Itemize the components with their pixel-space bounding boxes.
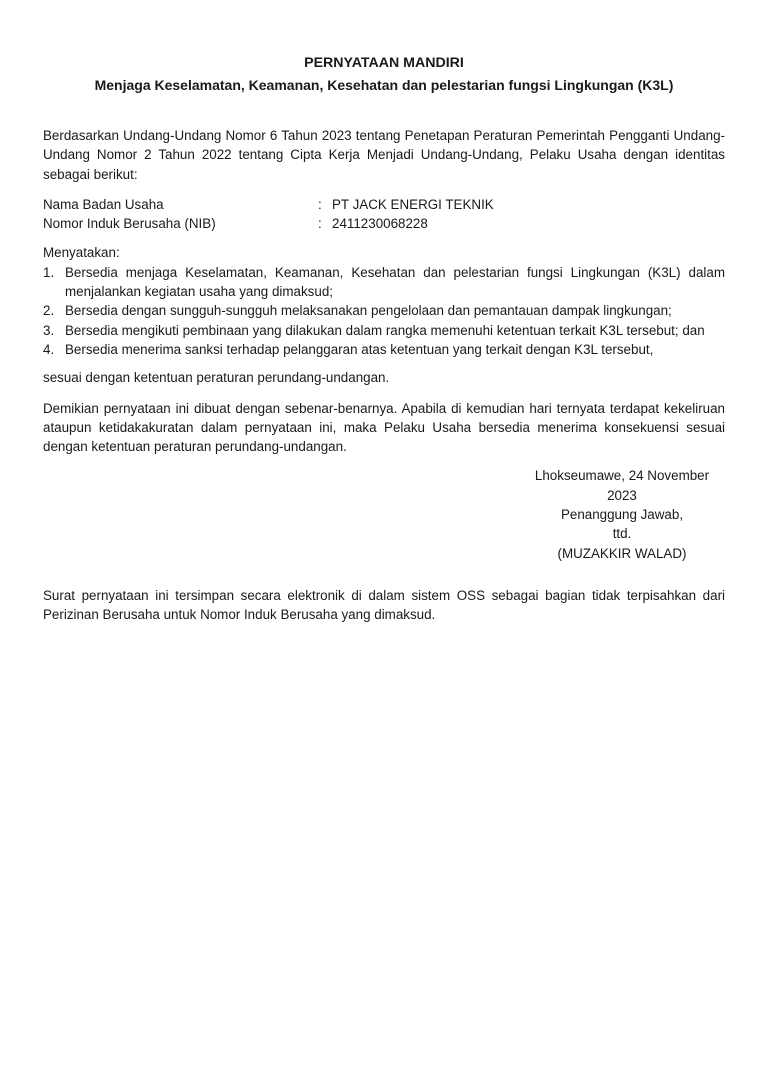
field-separator: : (318, 216, 322, 232)
list-item (43, 301, 725, 320)
list-item (43, 340, 725, 359)
nib-label: Nomor Induk Berusaha (NIB) (43, 216, 216, 232)
list-item-number: 4. (43, 341, 55, 357)
intro-paragraph: Berdasarkan Undang-Undang Nomor 6 Tahun 2023 tentang Penetapan Peraturan Pemerintah Pengganti Undang-Undang Nomor 2 Tahun 2022 tentang Cipta Kerja Menjadi Undang-Undang, Pelaku Usaha dengan identitas sebagai berikut: (43, 128, 725, 182)
signature-area (43, 466, 725, 562)
signature-role: Penanggung Jawab, (560, 507, 684, 523)
document-header (43, 52, 725, 96)
signature-block (519, 466, 725, 562)
business-name-label: Nama Badan Usaha (43, 196, 164, 212)
footer-note: Surat pernyataan ini tersimpan secara elektronik di dalam sistem OSS sebagai bagian tidak terpisahkan dari Perizinan Berusaha untuk Nomor Induk Berusaha yang dimaksud. (43, 587, 725, 623)
signature-place-date-line2: 2023 (607, 487, 637, 503)
list-item (43, 263, 725, 302)
page-title: PERNYATAAN MANDIRI (304, 55, 464, 71)
field-row-business-name (43, 195, 725, 214)
list-item-text: Bersedia dengan sungguh-sungguh melaksanakan pengelolaan dan pemantauan dampak lingkungan; (65, 303, 672, 319)
signature-ttd: ttd. (612, 526, 632, 542)
list-item-text: Bersedia menerima sanksi terhadap pelanggaran atas ketentuan yang terkait dengan K3L tersebut, (65, 341, 654, 357)
business-name-value: PT JACK ENERGI TEKNIK (332, 196, 494, 212)
list-item-number: 1. (43, 264, 55, 280)
field-row-nib (43, 214, 725, 233)
page-subtitle: Menjaga Keselamatan, Keamanan, Kesehatan dan pelestarian fungsi Lingkungan (K3L) (94, 77, 674, 93)
signature-name: (MUZAKKIR WALAD) (557, 545, 687, 561)
declaration-heading: Menyatakan: (43, 245, 120, 261)
list-item-number: 2. (43, 303, 55, 319)
declaration-list (43, 263, 725, 359)
identity-fields (43, 195, 725, 234)
list-item-text: Bersedia mengikuti pembinaan yang dilakukan dalam rangka memenuhi ketentuan terkait K3L tersebut; dan (65, 322, 705, 338)
nib-value: 2411230068228 (332, 216, 428, 232)
list-item-number: 3. (43, 322, 55, 338)
field-separator: : (318, 196, 322, 212)
list-item-text: Bersedia menjaga Keselamatan, Keamanan, Kesehatan dan pelestarian fungsi Lingkungan (K3L) dalam menjalankan kegiatan usaha yang dimaksud; (65, 264, 725, 300)
closing-paragraph: Demikian pernyataan ini dibuat dengan sebenar-benarnya. Apabila di kemudian hari ternyata terdapat kekeliruan ataupun ketidakakuratan dalam pernyataan ini, maka Pelaku Usaha bersedia menerima konsekuensi sesuai dengan ketentuan peraturan perundang-undangan. (43, 400, 725, 455)
signature-place-date-line1: Lhokseumawe, 24 November (534, 468, 710, 484)
list-item (43, 321, 725, 340)
declaration-closing: sesuai dengan ketentuan peraturan perundang-undangan. (43, 370, 390, 386)
